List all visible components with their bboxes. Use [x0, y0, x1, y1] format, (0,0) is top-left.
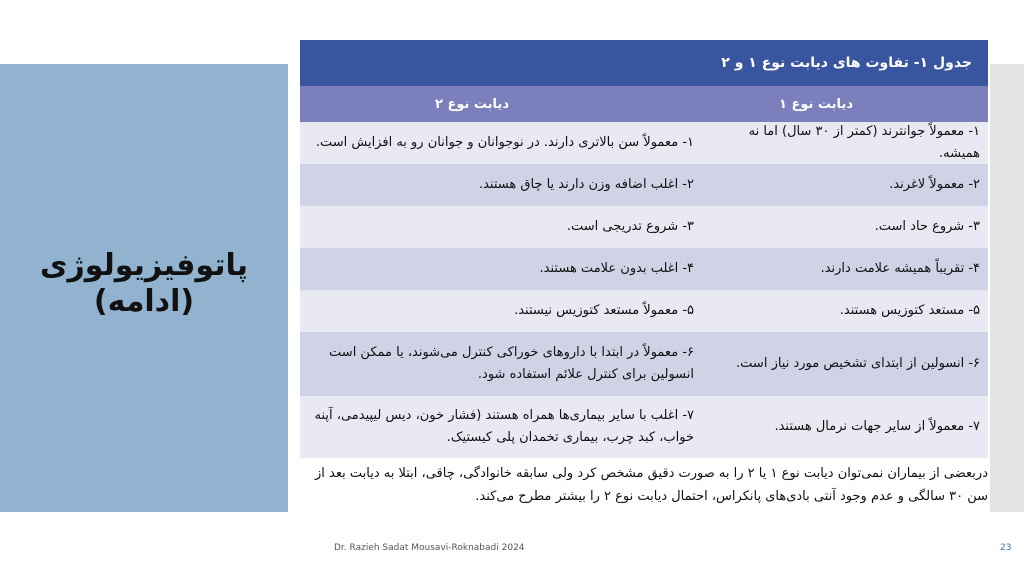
table-row [300, 290, 988, 332]
cell-type1: ۵- مستعد کتوزیس هستند. [839, 303, 980, 318]
right-decor-strip [990, 64, 1024, 512]
slide-footer: Dr. Razieh Sadat Mousavi-Roknabadi 2024 [334, 543, 525, 553]
cell-type1: ۶- انسولین از ابتدای تشخیص مورد نیاز است. [736, 356, 980, 371]
table-row [300, 396, 988, 458]
cell-type2: ۶- معمولاً در ابتدا با داروهای خوراکی کنترل می‌شوند، یا ممکن است انسولین برای کنترل علائم استفاده شود. [329, 345, 694, 382]
header-type1: دیابت نوع ۱ [779, 96, 853, 112]
cell-type2: ۱- معمولاً سن بالاتری دارند. در نوجوانان و جوانان رو به افزایش است. [315, 135, 694, 150]
cell-type1: ۲- معمولاً لاغرند. [889, 177, 980, 192]
cell-type1: ۳- شروع حاد است. [874, 219, 980, 234]
table-row [300, 206, 988, 248]
cell-type1: ۱- معمولاً جوانترند (کمتر از ۳۰ سال) اما نه همیشه. [748, 124, 980, 161]
cell-type1: ۷- معمولاً از سایر جهات نرمال هستند. [774, 419, 980, 434]
header-type2: دیابت نوع ۲ [435, 96, 509, 112]
slide-title-line2: (ادامه) [93, 284, 195, 319]
table-row [300, 164, 988, 206]
cell-type2: ۲- اغلب اضافه وزن دارند یا چاق هستند. [478, 177, 694, 192]
cell-type2: ۵- معمولاً مستعد کتوزیس نیستند. [514, 303, 694, 318]
cell-type2: ۴- اغلب بدون علامت هستند. [539, 261, 694, 276]
cell-type2: ۷- اغلب با سایر بیماری‌ها همراه هستند (فشار خون، دیس لیپیدمی، آپنه خواب، کبد چرب، بیماری تخمدان پلی کیستیک. [314, 408, 694, 445]
diabetes-comparison-table [300, 40, 988, 458]
table-row [300, 248, 988, 290]
slide-title-line1: پاتوفیزیولوژی [39, 248, 249, 283]
table-header-row [300, 86, 988, 122]
cell-type2: ۳- شروع تدریجی است. [566, 219, 694, 234]
table-row [300, 122, 988, 164]
slide-title [0, 248, 288, 320]
cell-type1: ۴- تقریباً همیشه علامت دارند. [820, 261, 980, 276]
table-row [300, 332, 988, 396]
table-footnote: دربعضی از بیماران نمی‌توان دیابت نوع ۱ یا ۲ را به صورت دقیق مشخص کرد ولی سابقه خانوادگی، چاقی، ابتلا به دیابت بعد از سن ۳۰ سالگی و عدم وجود آنتی بادی‌های پانکراس، احتمال دیابت نوع ۲ را بیشتر مطرح می‌کند. [315, 466, 988, 504]
page-number: 23 [1000, 543, 1012, 553]
table-caption: جدول ۱- تفاوت های دیابت نوع ۱ و ۲ [300, 40, 988, 86]
